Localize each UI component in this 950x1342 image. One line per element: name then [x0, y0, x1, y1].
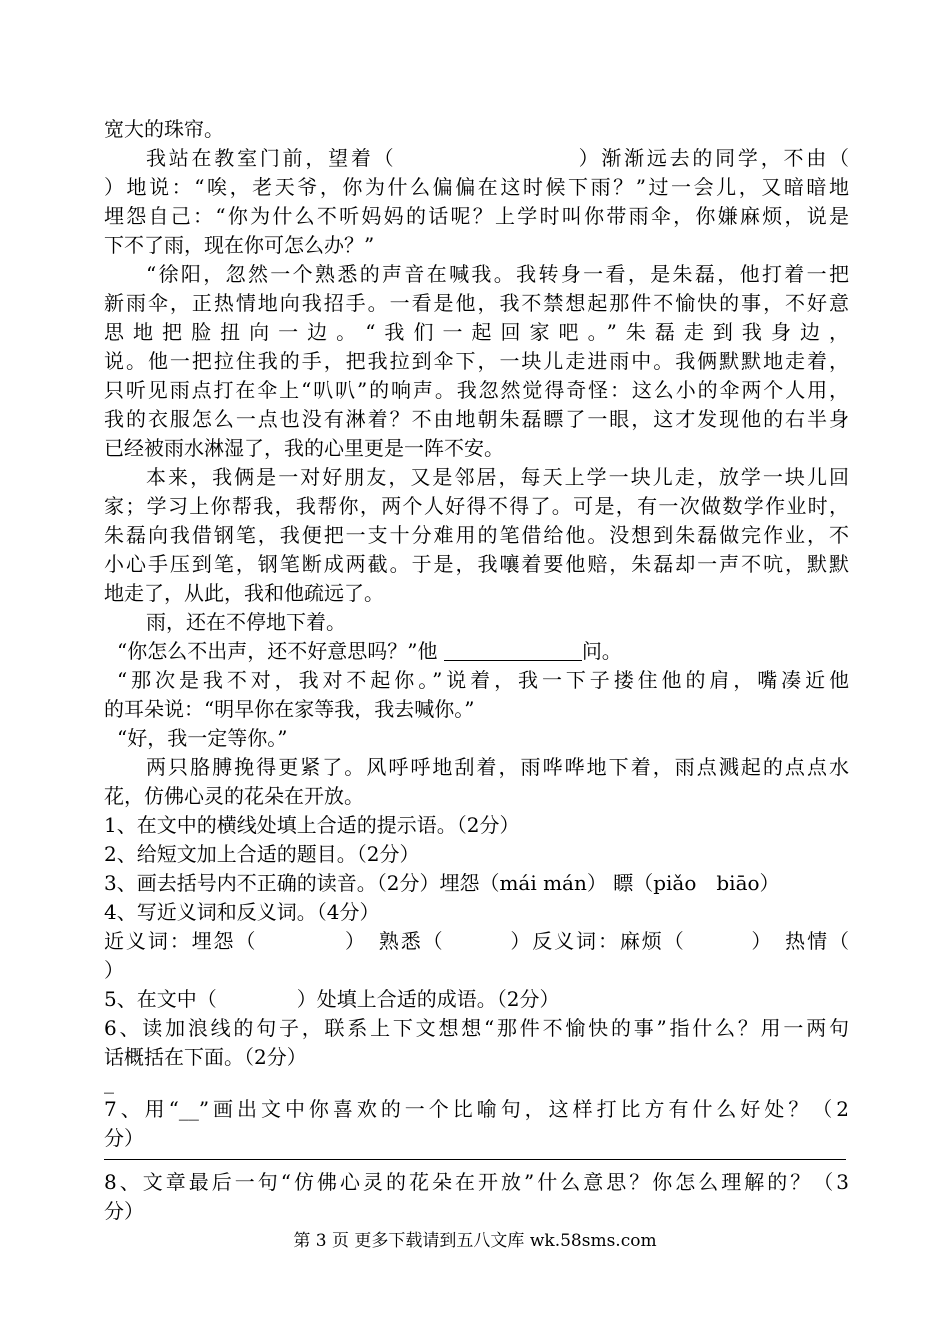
answer-line-mark: _ — [104, 1070, 114, 1094]
passage-line: 说。他一把拉住我的手，把我拉到伞下，一块儿走进雨中。我俩默默地走着， — [104, 349, 849, 373]
question-5: 5、在文中（ ）处填上合适的成语。（2分） — [104, 987, 560, 1011]
passage-line: ）地说：“唉，老天爷，你为什么偏偏在这时候下雨？”过一会儿，又暗暗地 — [104, 175, 849, 199]
passage-line: 我站在教室门前，望着（ ）渐渐远去的同学，不由（ — [146, 146, 849, 170]
passage-line: “那次是我不对，我对不起你。”说着，我一下子搂住他的肩，嘴凑近他 — [117, 668, 849, 692]
question-4: 4、写近义词和反义词。（4分） — [104, 900, 380, 924]
dialogue-text: “你怎么不出声，还不好意思吗？”他 — [117, 639, 438, 663]
answer-line[interactable] — [104, 1159, 846, 1160]
question-8-cont: 分） — [104, 1199, 144, 1223]
question-2: 2、给短文加上合适的题目。（2分） — [104, 842, 420, 866]
passage-line: 朱磊向我借钢笔，我便把一支十分难用的笔借给他。没想到朱磊做完作业，不 — [104, 523, 849, 547]
question-4-synonyms: 近义词：埋怨（ ） 熟悉（ ）反义词：麻烦（ ） 热情（ — [104, 929, 849, 953]
question-3: 3、画去括号内不正确的读音。（2分）埋怨（mái mán） 瞟（piǎo biāo） — [104, 871, 780, 895]
dialogue-text: 问。 — [581, 639, 622, 663]
passage-line: 雨，还在不停地下着。 — [146, 610, 346, 634]
passage-line: 的耳朵说：“明早你在家等我，我去喊你。” — [104, 697, 475, 721]
passage-line: 花，仿佛心灵的花朵在开放。 — [104, 784, 364, 808]
passage-line: “徐阳，忽然一个熟悉的声音在喊我。我转身一看，是朱磊，他打着一把 — [146, 262, 849, 286]
underline-blank[interactable] — [444, 640, 582, 661]
question-7: 7、用“__”画出文中你喜欢的一个比喻句，这样打比方有什么好处？（2 — [104, 1097, 849, 1121]
question-8: 8、文章最后一句“仿佛心灵的花朵在开放”什么意思？你怎么理解的？（3 — [104, 1170, 849, 1194]
passage-line: 已经被雨水淋湿了，我的心里更是一阵不安。 — [104, 436, 504, 460]
question-7-cont: 分） — [104, 1126, 144, 1150]
page-footer: 第 3 页 更多下载请到五八文库 wk.58sms.com — [293, 1231, 657, 1251]
passage-line: 埋怨自己：“你为什么不听妈妈的话呢？上学时叫你带雨伞，你嫌麻烦，说是 — [104, 204, 849, 228]
passage-line: 我的衣服怎么一点也没有淋着？不由地朝朱磊瞟了一眼，这才发现他的右半身 — [104, 407, 849, 431]
passage-line: 思地把脸扭向一边。“我们一起回家吧。”朱磊走到我身边， — [104, 320, 849, 344]
passage-line: 两只胳膊挽得更紧了。风呼呼地刮着，雨哗哗地下着，雨点溅起的点点水 — [146, 755, 849, 779]
question-6-cont: 话概括在下面。（2分） — [104, 1045, 307, 1069]
passage-line: 只听见雨点打在伞上“叭叭”的响声。我忽然觉得奇怪：这么小的伞两个人用， — [104, 378, 849, 402]
question-6: 6、读加浪线的句子，联系上下文想想“那件不愉快的事”指什么？用一两句 — [104, 1016, 849, 1040]
passage-line: 宽大的珠帘。 — [104, 117, 224, 141]
passage-line: 家；学习上你帮我，我帮你，两个人好得不得了。可是，有一次做数学作业时， — [104, 494, 849, 518]
passage-line: “好，我一定等你。” — [117, 726, 288, 750]
passage-line: 下不了雨，现在你可怎么办？” — [104, 233, 375, 257]
question-4-cont: ） — [104, 958, 124, 982]
passage-line: 地走了，从此，我和他疏远了。 — [104, 581, 384, 605]
question-1: 1、在文中的横线处填上合适的提示语。（2分） — [104, 813, 520, 837]
passage-line: 本来，我俩是一对好朋友，又是邻居，每天上学一块儿走，放学一块儿回 — [146, 465, 849, 489]
passage-line: 新雨伞，正热情地向我招手。一看是他，我不禁想起那件不愉快的事，不好意 — [104, 291, 849, 315]
passage-line: 小心手压到笔，钢笔断成两截。于是，我嚷着要他赔，朱磊却一声不吭，默默 — [104, 552, 849, 576]
passage-line-with-blank — [117, 636, 849, 666]
